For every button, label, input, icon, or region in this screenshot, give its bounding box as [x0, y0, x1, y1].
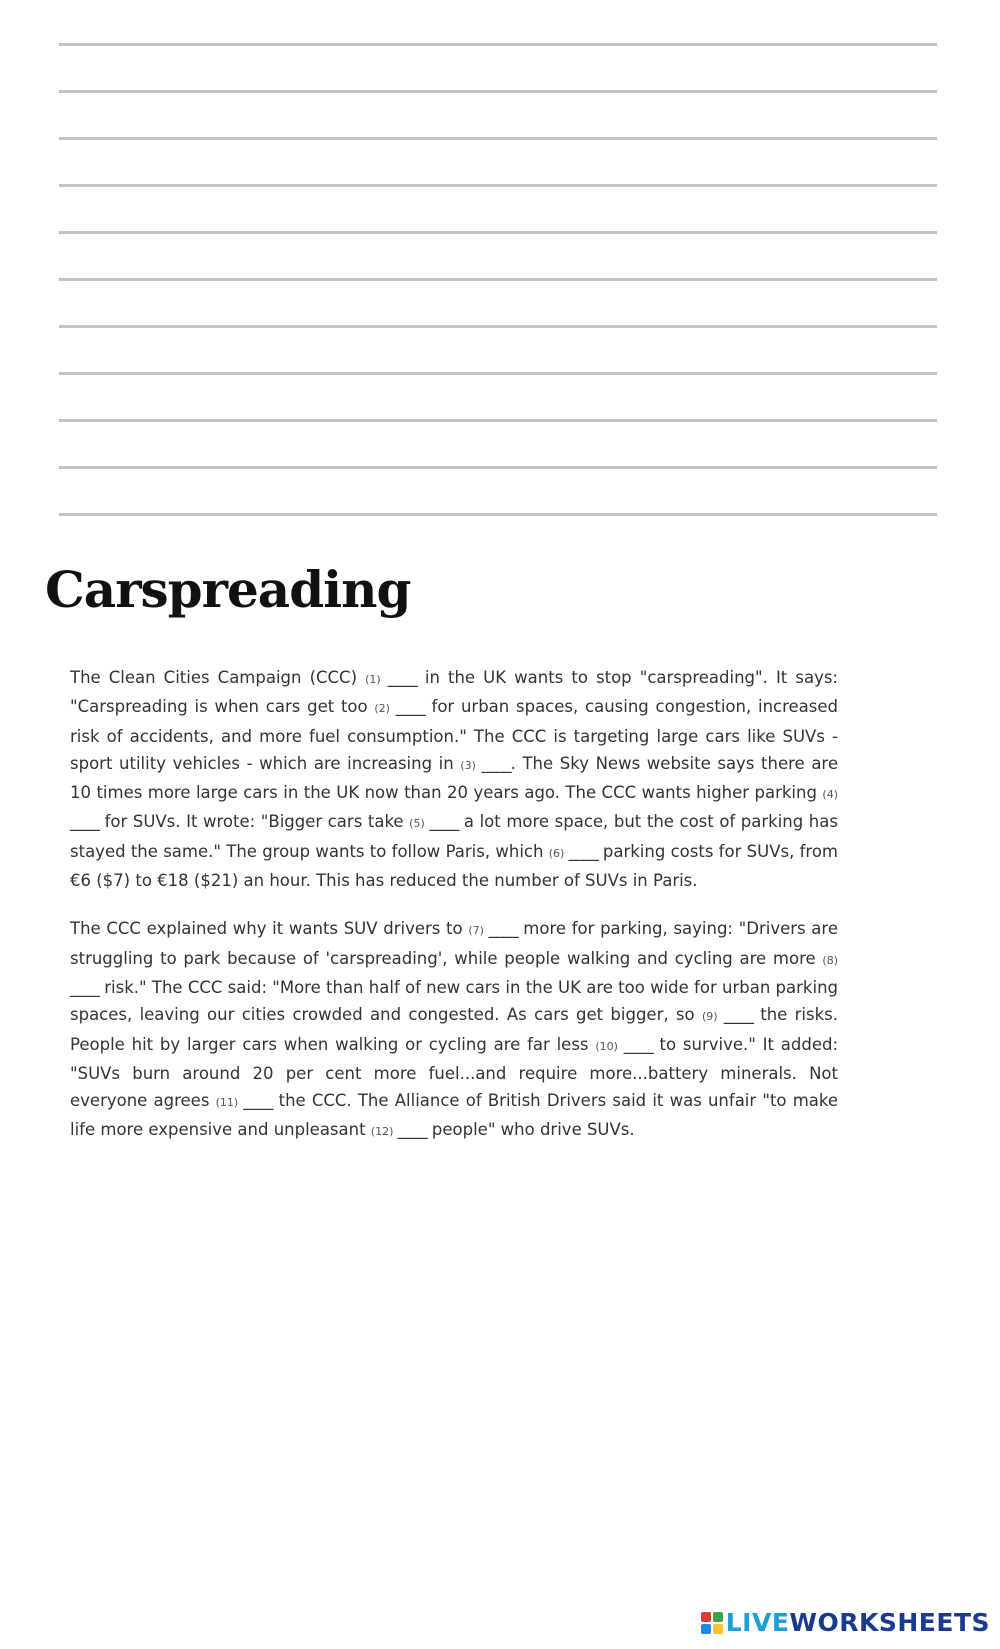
writing-line[interactable]: [59, 281, 937, 328]
writing-line[interactable]: [59, 46, 937, 93]
logo-text-prefix: LIVE: [725, 1608, 790, 1637]
writing-line[interactable]: [59, 187, 937, 234]
text-segment: the CCC. The Alliance of British Drivers said it was unfair "to make life more expensive and unpleasant: [70, 1091, 839, 1140]
text-segment: a lot more space, but the cost of parking has stayed the same." The group wants to follow Paris, which: [70, 812, 838, 861]
writing-line[interactable]: [59, 422, 937, 469]
gap-blank[interactable]: ____: [717, 1005, 753, 1025]
gap-blank[interactable]: ____: [70, 977, 99, 997]
writing-line[interactable]: [59, 140, 937, 187]
text-segment: more for parking, saying: "Drivers are struggling to park because of 'carspreading', while people walking and cycling are more: [70, 919, 838, 968]
gap-blank[interactable]: ____: [564, 841, 598, 861]
text-segment: The Clean Cities Campaign (CCC): [70, 668, 366, 687]
text-segment: the risks. People hit by larger cars when walking or cycling are far less: [70, 1005, 839, 1054]
text-segment: in the UK wants to stop "carspreading". It says: "Carspreading is when cars get too: [70, 668, 838, 717]
gap-blank[interactable]: ____: [617, 1034, 653, 1054]
writing-line[interactable]: [59, 93, 937, 140]
gap-number: (5): [409, 817, 425, 831]
writing-line[interactable]: [59, 328, 937, 375]
gap-number: (6): [548, 846, 565, 860]
gap-number: (9): [701, 1010, 718, 1024]
writing-line[interactable]: [59, 36, 937, 46]
gap-number: (1): [365, 673, 381, 686]
gap-blank[interactable]: ____: [424, 812, 459, 832]
writing-line[interactable]: [59, 469, 937, 516]
gap-number: (2): [374, 702, 390, 716]
text-segment: . The Sky News website says there are 10 times more large cars in the UK now than 20 years ago. The CCC wants higher parking: [70, 753, 838, 803]
logo-text: [726, 1608, 990, 1637]
article-text: [70, 664, 838, 1167]
gap-blank[interactable]: ____: [475, 753, 511, 773]
text-segment: to survive." It added: "SUVs burn around 20 per cent more fuel...and require more...battery minerals. Not everyone agrees: [70, 1034, 839, 1111]
gap-number: (12): [370, 1125, 394, 1139]
writing-line[interactable]: [59, 234, 937, 281]
logo-square: [713, 1612, 723, 1622]
logo-square: [701, 1612, 711, 1622]
gap-number: (4): [822, 788, 838, 802]
text-segment: parking costs for SUVs, from €6 ($7) to €18 ($21) an hour. This has reduced the number of SUVs in Paris.: [70, 841, 838, 891]
text-segment: for urban spaces, causing congestion, increased risk of accidents, and more fuel consumption." The CCC is targeting large cars like SUVs - sport utility vehicles - which are increasing in: [70, 697, 839, 773]
gap-number: (10): [595, 1039, 618, 1053]
text-segment: for SUVs. It wrote: "Bigger cars take: [99, 812, 410, 832]
text-segment: risk." The CCC said: "More than half of new cars in the UK are too wide for urban parking spaces, leaving our cities crowded and congested. As cars get bigger, so: [70, 977, 838, 1025]
logo-square: [701, 1624, 711, 1634]
gap-number: (8): [822, 953, 838, 967]
paragraph: [70, 664, 838, 894]
gap-number: (11): [215, 1096, 239, 1110]
text-segment: The CCC explained why it wants SUV drivers to: [70, 919, 469, 939]
writing-lines: [59, 36, 937, 516]
gap-blank[interactable]: ____: [389, 697, 425, 717]
page-title: Carspreading: [45, 560, 411, 619]
gap-blank[interactable]: ____: [70, 812, 99, 832]
gap-number: (7): [468, 924, 484, 938]
writing-line[interactable]: [59, 375, 937, 422]
logo-square: [713, 1624, 723, 1634]
gap-blank[interactable]: ____: [380, 668, 417, 687]
logo-icon: [701, 1612, 723, 1634]
gap-number: (3): [460, 758, 476, 772]
logo-text-suffix: WORKSHEETS: [789, 1608, 990, 1637]
paragraph: [70, 915, 838, 1145]
liveworksheets-logo: [701, 1608, 990, 1637]
text-segment: people" who drive SUVs.: [426, 1120, 635, 1140]
gap-blank[interactable]: ____: [483, 919, 518, 939]
gap-blank[interactable]: ____: [393, 1120, 427, 1140]
gap-blank[interactable]: ____: [238, 1091, 273, 1111]
